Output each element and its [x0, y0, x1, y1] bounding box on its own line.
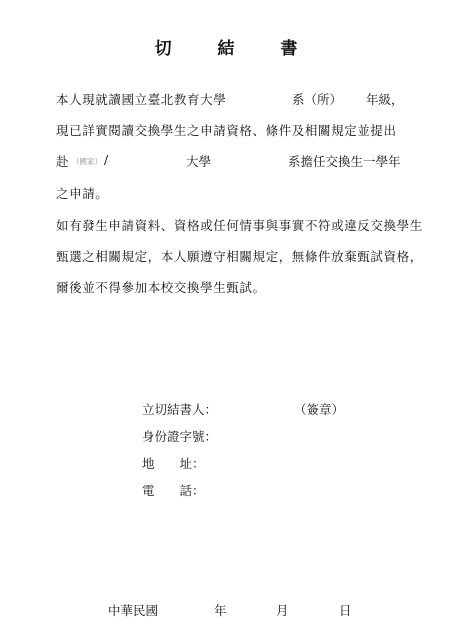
school-statement: 本人現就讀國立臺北教育大學	[56, 92, 227, 107]
document-title: 切 結 書	[154, 39, 318, 59]
declaration-line-3: 爾後並不得參加本校交換學生甄試。	[56, 280, 266, 295]
department-label: 系（所）	[292, 92, 343, 107]
date-month: 月	[276, 603, 289, 618]
country-placeholder: （國家）	[72, 157, 102, 166]
destination-prefix: 赴	[56, 154, 70, 169]
date-year: 年	[214, 603, 227, 618]
declaration-line-1: 如有發生申請資料、資格或任何情事與事實不符或違反交換學生	[56, 218, 423, 233]
signer-label: 立切結書人：	[142, 402, 218, 417]
grade-label: 年級，	[366, 92, 404, 107]
date-day: 日	[339, 603, 352, 618]
statement-line-2: 現已詳實閱讀交換學生之申請資格、條件及相關規定並提出	[56, 123, 397, 138]
statement-line-4: 之申請。	[56, 186, 109, 201]
declaration-line-2: 甄選之相關規定，本人願遵守相關規定，無條件放棄甄試資格，	[56, 249, 423, 264]
phone-label: 電 話：	[142, 483, 205, 498]
address-label: 地 址：	[142, 456, 205, 471]
date-era: 中華民國	[108, 603, 159, 618]
university-label: 大學	[186, 154, 212, 169]
seal-label: （簽章）	[294, 402, 345, 417]
slash-separator: /	[104, 152, 109, 167]
id-number-label: 身份證字號：	[142, 429, 218, 444]
exchange-term-label: 系擔任交換生一學年	[288, 154, 401, 169]
